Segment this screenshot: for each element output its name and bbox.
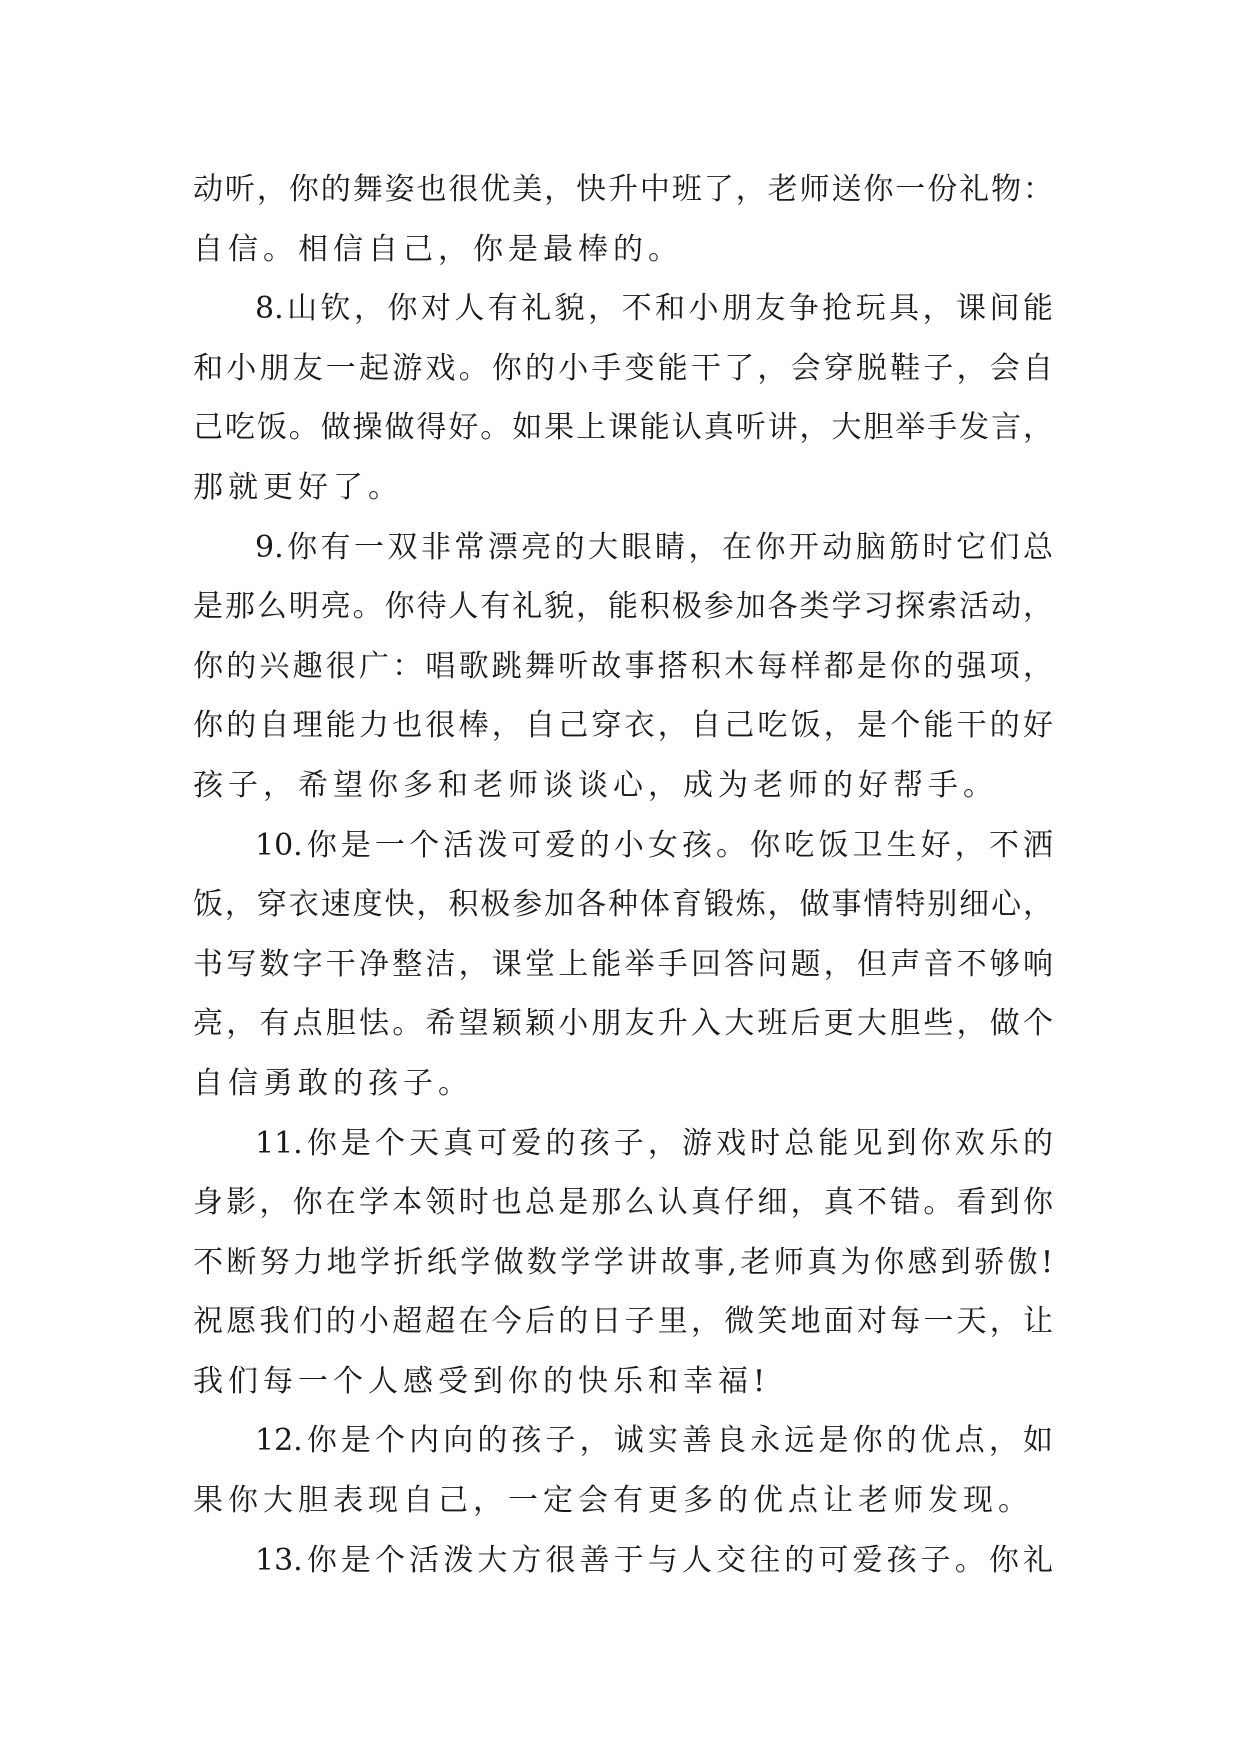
text-line: 9.你有一双非常漂亮的大眼睛，在你开动脑筋时它们总: [255, 529, 1053, 565]
text-line: 自信。相信自己，你是最棒的。: [193, 231, 683, 267]
text-line: 果你大胆表现自己，一定会有更多的优点让老师发现。: [193, 1483, 1033, 1519]
text-line: 饭，穿衣速度快，积极参加各种体育锻炼，做事情特别细心，: [193, 887, 1053, 923]
text-line: 书写数字干净整洁，课堂上能举手回答问题，但声音不够响: [193, 946, 1053, 982]
text-line: 11.你是个天真可爱的孩子，游戏时总能见到你欢乐的: [255, 1125, 1053, 1161]
text-line: 你的自理能力也很棒，自己穿衣，自己吃饭，是个能干的好: [193, 708, 1053, 744]
text-line: 12.你是个内向的孩子，诚实善良永远是你的优点，如: [255, 1423, 1053, 1459]
text-line: 己吃饭。做操做得好。如果上课能认真听讲，大胆举手发言，: [193, 410, 1053, 446]
text-line: 13.你是个活泼大方很善于与人交往的可爱孩子。你礼: [255, 1542, 1053, 1578]
text-line: 那就更好了。: [193, 469, 403, 505]
text-line: 亮，有点胆怯。希望颖颖小朋友升入大班后更大胆些，做个: [193, 1006, 1053, 1042]
document-body: [193, 160, 1053, 1590]
text-line: 自信勇敢的孩子。: [193, 1065, 473, 1101]
text-line: 祝愿我们的小超超在今后的日子里，微笑地面对每一天，让: [193, 1304, 1053, 1340]
text-line: 动听，你的舞姿也很优美，快升中班了，老师送你一份礼物：: [193, 172, 1053, 207]
text-line: 我们每一个人感受到你的快乐和幸福!: [193, 1363, 771, 1399]
text-line: 你的兴趣很广：唱歌跳舞听故事搭积木每样都是你的强项，: [193, 648, 1053, 684]
text-line: 是那么明亮。你待人有礼貌，能积极参加各类学习探索活动，: [193, 589, 1053, 625]
text-line: 8.山钦，你对人有礼貌，不和小朋友争抢玩具，课间能: [255, 291, 1053, 327]
text-line: 10.你是一个活泼可爱的小女孩。你吃饭卫生好，不洒: [255, 827, 1053, 863]
text-line: 孩子，希望你多和老师谈谈心，成为老师的好帮手。: [193, 767, 998, 803]
text-line: 和小朋友一起游戏。你的小手变能干了，会穿脱鞋子，会自: [193, 350, 1053, 386]
text-line: 不断努力地学折纸学做数学学讲故事,老师真为你感到骄傲!: [193, 1244, 1053, 1280]
text-line: 身影，你在学本领时也总是那么认真仔细，真不错。看到你: [193, 1185, 1053, 1221]
